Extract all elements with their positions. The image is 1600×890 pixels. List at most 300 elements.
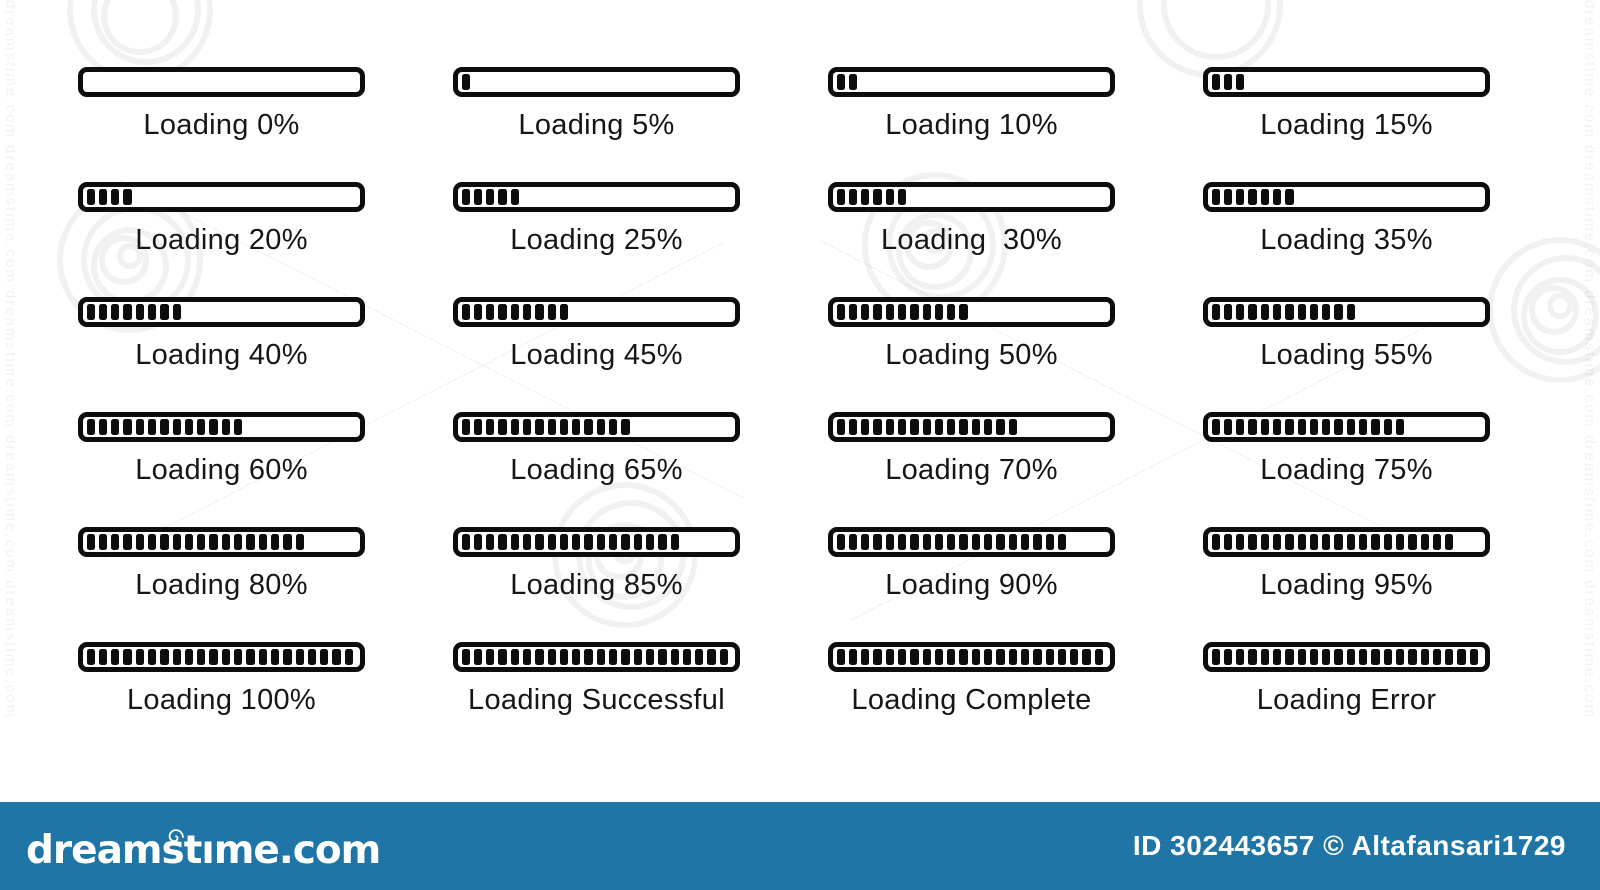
progress-segment	[873, 649, 881, 665]
progress-segment	[474, 419, 482, 435]
progress-segment	[671, 534, 679, 550]
loading-item	[828, 527, 1115, 612]
progress-segment	[849, 534, 857, 550]
progress-segment	[935, 649, 943, 665]
progress-segment	[1298, 304, 1306, 320]
loading-label: Loading 40%	[135, 339, 308, 371]
loading-label: Loading 90%	[885, 569, 1058, 601]
progress-segment	[486, 649, 494, 665]
progress-segment	[984, 419, 992, 435]
progress-segment	[597, 534, 605, 550]
progress-segment	[1285, 419, 1293, 435]
progress-segment	[1236, 534, 1244, 550]
progress-bar	[1203, 297, 1490, 327]
progress-segment	[283, 649, 291, 665]
progress-segment	[474, 189, 482, 205]
progress-segment	[1058, 649, 1066, 665]
progress-segment	[136, 419, 144, 435]
progress-segment	[1261, 304, 1269, 320]
progress-segment	[837, 74, 845, 90]
progress-segment	[849, 649, 857, 665]
progress-segment	[99, 534, 107, 550]
progress-segment	[910, 534, 918, 550]
progress-segment	[111, 649, 119, 665]
progress-segment	[1224, 304, 1232, 320]
loading-label: Loading 45%	[510, 339, 683, 371]
progress-segment	[1248, 649, 1256, 665]
progress-segment	[1248, 534, 1256, 550]
progress-segment	[873, 189, 881, 205]
progress-segment	[572, 649, 580, 665]
progress-segment	[1408, 534, 1416, 550]
loading-item	[453, 297, 740, 382]
progress-segment	[1058, 534, 1066, 550]
progress-segment	[837, 534, 845, 550]
progress-segment	[259, 649, 267, 665]
progress-segment	[1322, 304, 1330, 320]
progress-bar	[1203, 67, 1490, 97]
progress-segment	[462, 534, 470, 550]
loading-label: Loading 35%	[1260, 224, 1433, 256]
loading-item	[453, 527, 740, 612]
progress-segment	[1457, 649, 1465, 665]
loading-label: Loading 65%	[510, 454, 683, 486]
progress-segment	[99, 419, 107, 435]
progress-segment	[621, 534, 629, 550]
progress-segment	[498, 304, 506, 320]
loading-item	[828, 182, 1115, 267]
progress-segment	[173, 304, 181, 320]
progress-segment	[271, 534, 279, 550]
progress-segment	[1421, 649, 1429, 665]
progress-segment	[87, 649, 95, 665]
edge-watermark-left: dreamstime.com dreamstime.com dreamstime.com dreamstime.com dreamstime.com	[2, 0, 19, 719]
progress-segment	[222, 534, 230, 550]
progress-segment	[511, 534, 519, 550]
progress-segment	[707, 649, 715, 665]
progress-segment	[1285, 534, 1293, 550]
progress-segment	[947, 534, 955, 550]
progress-segment	[1212, 534, 1220, 550]
progress-segment	[535, 419, 543, 435]
progress-segment	[910, 649, 918, 665]
progress-segment	[1070, 649, 1078, 665]
progress-segment	[1396, 649, 1404, 665]
progress-segment	[609, 419, 617, 435]
progress-segment	[959, 534, 967, 550]
progress-segment	[345, 649, 353, 665]
progress-segment	[1322, 534, 1330, 550]
logo-text-left: dreamst	[26, 827, 202, 873]
progress-segment	[523, 304, 531, 320]
progress-segment	[560, 534, 568, 550]
progress-bar	[78, 412, 365, 442]
progress-segment	[222, 649, 230, 665]
progress-segment	[1224, 74, 1232, 90]
progress-segment	[462, 74, 470, 90]
progress-segment	[123, 304, 131, 320]
progress-segment	[634, 649, 642, 665]
watermark-footer	[0, 802, 1600, 890]
progress-bar	[453, 67, 740, 97]
progress-segment	[609, 649, 617, 665]
progress-segment	[246, 534, 254, 550]
progress-segment	[935, 419, 943, 435]
progress-segment	[886, 649, 894, 665]
progress-segment	[1433, 649, 1441, 665]
progress-segment	[1371, 419, 1379, 435]
progress-segment	[296, 649, 304, 665]
progress-segment	[1408, 649, 1416, 665]
progress-segment	[185, 534, 193, 550]
progress-segment	[197, 649, 205, 665]
progress-segment	[535, 649, 543, 665]
progress-segment	[1261, 534, 1269, 550]
loading-label: Loading 75%	[1260, 454, 1433, 486]
progress-segment	[511, 304, 519, 320]
progress-segment	[1384, 419, 1392, 435]
progress-segment	[658, 534, 666, 550]
progress-segment	[1359, 649, 1367, 665]
progress-segment	[1347, 534, 1355, 550]
loading-label: Loading 0%	[143, 109, 300, 141]
progress-segment	[1273, 304, 1281, 320]
progress-segment	[160, 534, 168, 550]
progress-segment	[560, 649, 568, 665]
progress-segment	[996, 419, 1004, 435]
progress-segment	[111, 419, 119, 435]
progress-segment	[1236, 649, 1244, 665]
progress-segment	[560, 304, 568, 320]
progress-segment	[621, 649, 629, 665]
progress-segment	[1095, 649, 1103, 665]
loading-item	[78, 527, 365, 612]
progress-segment	[148, 304, 156, 320]
loading-label: Loading Error	[1256, 684, 1437, 716]
progress-segment	[1445, 534, 1453, 550]
progress-segment	[209, 419, 217, 435]
progress-segment	[548, 649, 556, 665]
progress-segment	[671, 649, 679, 665]
progress-segment	[1009, 649, 1017, 665]
loading-item	[828, 297, 1115, 382]
progress-segment	[1261, 189, 1269, 205]
progress-segment	[1433, 534, 1441, 550]
loading-label: Loading 60%	[135, 454, 308, 486]
progress-segment	[597, 419, 605, 435]
progress-segment	[1033, 649, 1041, 665]
progress-segment	[886, 304, 894, 320]
progress-segment	[1421, 534, 1429, 550]
progress-segment	[462, 304, 470, 320]
progress-segment	[1046, 649, 1054, 665]
progress-bar	[1203, 182, 1490, 212]
progress-segment	[474, 649, 482, 665]
loading-label: Loading 50%	[885, 339, 1058, 371]
progress-segment	[234, 534, 242, 550]
progress-segment	[923, 304, 931, 320]
progress-segment	[849, 419, 857, 435]
progress-segment	[1285, 304, 1293, 320]
progress-segment	[1021, 534, 1029, 550]
progress-segment	[947, 304, 955, 320]
progress-segment	[886, 189, 894, 205]
progress-segment	[1273, 419, 1281, 435]
progress-segment	[320, 649, 328, 665]
progress-segment	[1273, 649, 1281, 665]
progress-bar	[78, 642, 365, 672]
loading-label: Loading 95%	[1260, 569, 1433, 601]
progress-segment	[486, 534, 494, 550]
progress-segment	[234, 419, 242, 435]
progress-segment	[136, 304, 144, 320]
progress-segment	[148, 649, 156, 665]
progress-segment	[160, 649, 168, 665]
progress-segment	[560, 419, 568, 435]
progress-segment	[898, 419, 906, 435]
progress-segment	[1310, 304, 1318, 320]
progress-segment	[283, 534, 291, 550]
loading-label: Loading Successful	[468, 684, 725, 716]
progress-segment	[1310, 649, 1318, 665]
progress-segment	[1021, 649, 1029, 665]
loading-label: Loading 30%	[881, 224, 1062, 256]
progress-bar	[828, 412, 1115, 442]
loading-item	[1203, 67, 1490, 152]
progress-segment	[584, 534, 592, 550]
progress-segment	[1322, 419, 1330, 435]
progress-segment	[87, 534, 95, 550]
progress-segment	[1212, 74, 1220, 90]
progress-segment	[498, 649, 506, 665]
progress-segment	[271, 649, 279, 665]
progress-segment	[1334, 419, 1342, 435]
progress-segment	[185, 649, 193, 665]
progress-segment	[511, 189, 519, 205]
loading-item	[1203, 297, 1490, 382]
spiral-icon	[167, 815, 185, 854]
progress-segment	[923, 534, 931, 550]
progress-segment	[1285, 649, 1293, 665]
progress-segment	[1236, 419, 1244, 435]
image-credit: ID 302443657 © Altafansari1729	[1132, 830, 1566, 861]
progress-segment	[837, 419, 845, 435]
progress-segment	[160, 304, 168, 320]
progress-segment	[474, 304, 482, 320]
progress-segment	[462, 649, 470, 665]
progress-segment	[935, 534, 943, 550]
dreamstime-logo	[26, 823, 381, 873]
progress-bar	[828, 297, 1115, 327]
progress-segment	[498, 189, 506, 205]
progress-segment	[646, 649, 654, 665]
progress-segment	[849, 74, 857, 90]
progress-segment	[1046, 534, 1054, 550]
progress-bar	[453, 412, 740, 442]
progress-segment	[1285, 189, 1293, 205]
progress-segment	[1310, 534, 1318, 550]
progress-segment	[1310, 419, 1318, 435]
progress-segment	[1396, 534, 1404, 550]
progress-bar	[78, 67, 365, 97]
loading-item	[453, 412, 740, 497]
progress-segment	[1273, 189, 1281, 205]
progress-segment	[523, 419, 531, 435]
progress-segment	[548, 534, 556, 550]
progress-segment	[1334, 534, 1342, 550]
progress-segment	[1334, 649, 1342, 665]
loading-label: Loading 25%	[510, 224, 683, 256]
progress-segment	[209, 534, 217, 550]
loading-item	[1203, 182, 1490, 267]
progress-segment	[1273, 534, 1281, 550]
progress-segment	[160, 419, 168, 435]
progress-bar	[453, 527, 740, 557]
loading-label: Loading 85%	[510, 569, 683, 601]
progress-segment	[898, 304, 906, 320]
progress-segment	[99, 189, 107, 205]
loading-item	[78, 412, 365, 497]
progress-segment	[1322, 649, 1330, 665]
progress-segment	[1261, 419, 1269, 435]
progress-segment	[1236, 74, 1244, 90]
progress-segment	[136, 649, 144, 665]
loading-item	[453, 67, 740, 152]
progress-segment	[898, 649, 906, 665]
progress-segment	[584, 649, 592, 665]
progress-segment	[474, 534, 482, 550]
progress-segment	[597, 649, 605, 665]
progress-segment	[185, 419, 193, 435]
loading-label: Loading 100%	[126, 684, 317, 716]
progress-bar	[78, 297, 365, 327]
progress-segment	[523, 649, 531, 665]
loading-label: Loading 5%	[518, 109, 675, 141]
progress-segment	[873, 534, 881, 550]
progress-segment	[1236, 189, 1244, 205]
progress-segment	[462, 189, 470, 205]
progress-segment	[123, 189, 131, 205]
progress-segment	[634, 534, 642, 550]
progress-segment	[259, 534, 267, 550]
progress-segment	[1236, 304, 1244, 320]
progress-segment	[984, 534, 992, 550]
progress-segment	[234, 649, 242, 665]
progress-segment	[1371, 534, 1379, 550]
progress-segment	[886, 534, 894, 550]
progress-segment	[296, 534, 304, 550]
progress-segment	[720, 649, 728, 665]
progress-segment	[959, 419, 967, 435]
progress-segment	[1445, 649, 1453, 665]
logo-text-right: me.com	[213, 827, 381, 873]
progress-segment	[197, 534, 205, 550]
loading-label: Loading 20%	[135, 224, 308, 256]
progress-segment	[1248, 189, 1256, 205]
progress-segment	[1248, 304, 1256, 320]
progress-segment	[873, 304, 881, 320]
progress-segment	[621, 419, 629, 435]
loading-label: Loading Complete	[851, 684, 1092, 716]
progress-segment	[898, 189, 906, 205]
progress-segment	[87, 419, 95, 435]
progress-segment	[609, 534, 617, 550]
loading-item	[453, 642, 740, 727]
progress-segment	[123, 534, 131, 550]
progress-segment	[898, 534, 906, 550]
edge-watermark-right: dreamstime.com dreamstime.com dreamstime.com dreamstime.com dreamstime.com	[1581, 0, 1598, 719]
progress-segment	[1224, 419, 1232, 435]
progress-segment	[861, 534, 869, 550]
progress-segment	[1212, 649, 1220, 665]
progress-segment	[572, 419, 580, 435]
progress-segment	[87, 189, 95, 205]
loading-item	[828, 412, 1115, 497]
progress-segment	[123, 419, 131, 435]
progress-segment	[1298, 534, 1306, 550]
progress-segment	[1248, 419, 1256, 435]
progress-bar	[1203, 412, 1490, 442]
loading-item	[1203, 642, 1490, 727]
progress-segment	[1298, 419, 1306, 435]
progress-segment	[1359, 419, 1367, 435]
progress-segment	[984, 649, 992, 665]
progress-segment	[959, 304, 967, 320]
progress-segment	[972, 419, 980, 435]
loading-item	[78, 67, 365, 152]
spiral-watermark	[1480, 230, 1600, 390]
progress-segment	[246, 649, 254, 665]
progress-segment	[1009, 534, 1017, 550]
progress-segment	[1359, 534, 1367, 550]
progress-segment	[548, 304, 556, 320]
progress-segment	[1224, 534, 1232, 550]
progress-segment	[996, 534, 1004, 550]
loading-item	[1203, 412, 1490, 497]
progress-segment	[535, 534, 543, 550]
progress-segment	[535, 304, 543, 320]
progress-bar	[828, 527, 1115, 557]
progress-segment	[959, 649, 967, 665]
progress-segment	[861, 649, 869, 665]
progress-bar	[828, 67, 1115, 97]
progress-segment	[1384, 649, 1392, 665]
progress-segment	[849, 304, 857, 320]
progress-bar	[1203, 527, 1490, 557]
progress-bar	[828, 642, 1115, 672]
progress-segment	[308, 649, 316, 665]
progress-segment	[1212, 189, 1220, 205]
loading-item	[78, 297, 365, 382]
loading-item	[1203, 527, 1490, 612]
progress-segment	[837, 304, 845, 320]
progress-segment	[695, 649, 703, 665]
progress-segment	[136, 534, 144, 550]
progress-segment	[873, 419, 881, 435]
loading-label: Loading 70%	[885, 454, 1058, 486]
progress-segment	[1384, 534, 1392, 550]
progress-segment	[910, 304, 918, 320]
progress-segment	[861, 304, 869, 320]
progress-segment	[1396, 419, 1404, 435]
progress-segment	[209, 649, 217, 665]
progress-segment	[1347, 304, 1355, 320]
progress-segment	[972, 649, 980, 665]
progress-bar	[453, 642, 740, 672]
progress-segment	[837, 649, 845, 665]
progress-segment	[584, 419, 592, 435]
progress-segment	[123, 649, 131, 665]
